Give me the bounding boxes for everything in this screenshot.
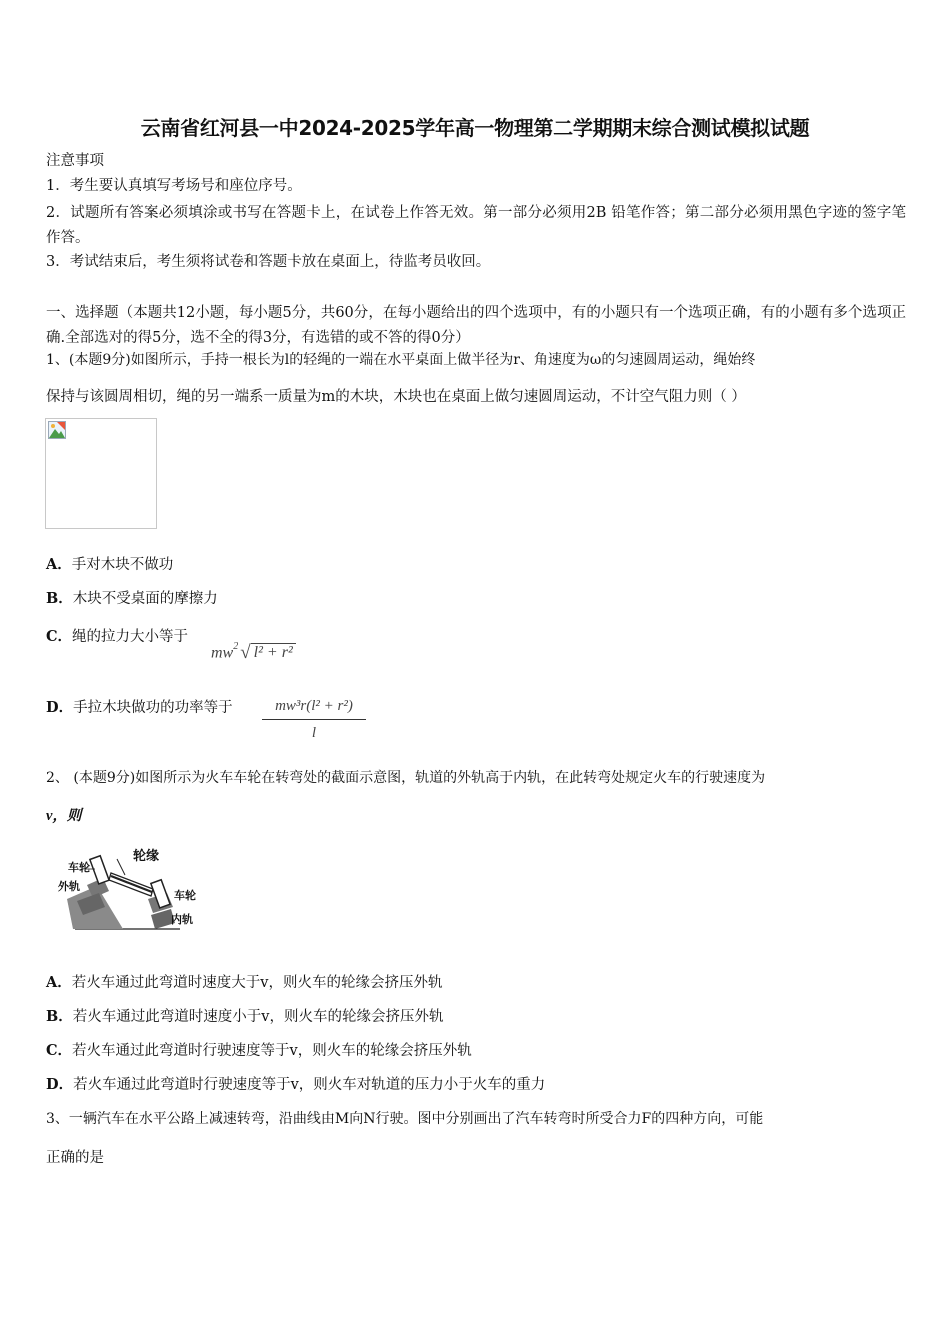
notice-item-1: 1．考生要认真填写考场号和座位序号。 bbox=[46, 178, 302, 194]
q1-option-a-label: A． bbox=[46, 556, 72, 573]
formula-c-radicand: l² + r² bbox=[251, 643, 296, 661]
q2-stem-line1: 2、 (本题9分)如图所示为火车车轮在转弯处的截面示意图，轨道的外轨高于内轨，在此转弯处规定火车的行驶速度为 bbox=[46, 770, 766, 786]
q1-option-a-text: 手对木块不做功 bbox=[71, 557, 174, 573]
q1-formula-c bbox=[211, 638, 296, 664]
q2-option-a[interactable] bbox=[46, 973, 442, 993]
label-wheel-left: 车轮 bbox=[68, 861, 90, 874]
q1-figure-placeholder bbox=[45, 418, 157, 529]
q1-option-c[interactable] bbox=[46, 627, 188, 647]
q1-formula-d-denominator: l bbox=[311, 725, 317, 741]
sqrt-sign: √ bbox=[240, 642, 251, 664]
q1-option-d-text: 手拉木块做功的功率等于 bbox=[73, 700, 233, 716]
q3-stem-line2: 正确的是 bbox=[46, 1150, 104, 1166]
q2-option-c[interactable] bbox=[46, 1041, 472, 1061]
broken-image-icon bbox=[48, 421, 66, 439]
label-wheel-right: 车轮 bbox=[174, 889, 196, 902]
q2-option-b-label: B． bbox=[46, 1008, 73, 1025]
q1-option-c-label: C． bbox=[46, 628, 73, 645]
label-outer-rail: 外轨 bbox=[58, 880, 80, 893]
q1-stem-line2: 保持与该圆周相切，绳的另一端系一质量为m的木块，木块也在桌面上做匀速圆周运动，不计空气阻力则（ ） bbox=[46, 389, 746, 405]
notice-item-2: 2．试题所有答案必须填涂或书写在答题卡上，在试卷上作答无效。第一部分必须用2B 铅笔作答；第二部分必须用黑色字迹的签字笔作答。 bbox=[46, 205, 906, 246]
q2-option-a-text: 若火车通过此弯道时速度大于v，则火车的轮缘会挤压外轨 bbox=[71, 975, 443, 991]
q2-option-c-text: 若火车通过此弯道时行驶速度等于v，则火车的轮缘会挤压外轨 bbox=[72, 1043, 472, 1059]
q2-option-a-label: A． bbox=[46, 974, 72, 991]
q1-option-c-text: 绳的拉力大小等于 bbox=[72, 629, 189, 645]
section-header: 一、选择题（本题共12小题，每小题5分，共60分，在每小题给出的四个选项中，有的小题只有一个选项正确，有的小题有多个选项正确.全部选对的得5分，选不全的得3分，有选错的或不答的得0分） bbox=[46, 305, 906, 346]
q1-option-b-label: B． bbox=[46, 590, 73, 607]
q2-option-c-label: C． bbox=[46, 1042, 73, 1059]
q1-option-d-label: D． bbox=[46, 699, 74, 716]
q2-train-wheel-figure bbox=[55, 843, 215, 935]
q1-option-b[interactable] bbox=[46, 589, 218, 609]
formula-c-exp: 2 bbox=[233, 641, 239, 652]
q1-option-a[interactable] bbox=[46, 555, 173, 575]
q3-stem-line1: 3、一辆汽车在水平公路上减速转弯，沿曲线由M向N行驶。图中分别画出了汽车转弯时所受合力F的四种方向，可能 bbox=[46, 1111, 764, 1127]
q1-option-b-text: 木块不受桌面的摩擦力 bbox=[72, 591, 218, 607]
q1-stem-line1: 1、(本题9分)如图所示，手持一根长为l的轻绳的一端在水平桌面上做半径为r、角速度为ω的匀速圆周运动，绳始终 bbox=[46, 352, 756, 368]
formula-c-coef: mw bbox=[211, 644, 234, 662]
q2-option-b[interactable] bbox=[46, 1007, 443, 1027]
q1-option-d[interactable] bbox=[46, 698, 233, 718]
notice-item-3: 3．考试结束后，考生须将试卷和答题卡放在桌面上，待监考员收回。 bbox=[46, 254, 491, 270]
q2-stem-line2: v，则 bbox=[46, 808, 82, 824]
q1-formula-d-numerator: mw³r(l² + r²) bbox=[275, 698, 353, 714]
q2-option-d-text: 若火车通过此弯道时行驶速度等于v，则火车对轨道的压力小于火车的重力 bbox=[73, 1077, 546, 1093]
q2-option-d[interactable] bbox=[46, 1075, 545, 1095]
q2-option-d-label: D． bbox=[46, 1076, 74, 1093]
label-inner-rail: 内轨 bbox=[171, 913, 193, 926]
label-flange: 轮缘 bbox=[133, 849, 160, 864]
q2-option-b-text: 若火车通过此弯道时速度小于v，则火车的轮缘会挤压外轨 bbox=[72, 1009, 444, 1025]
page-title: 云南省红河县一中2024-2025学年高一物理第二学期期末综合测试模拟试题 bbox=[140, 116, 810, 140]
notice-heading: 注意事项 bbox=[46, 153, 104, 169]
fraction-bar bbox=[262, 719, 366, 720]
